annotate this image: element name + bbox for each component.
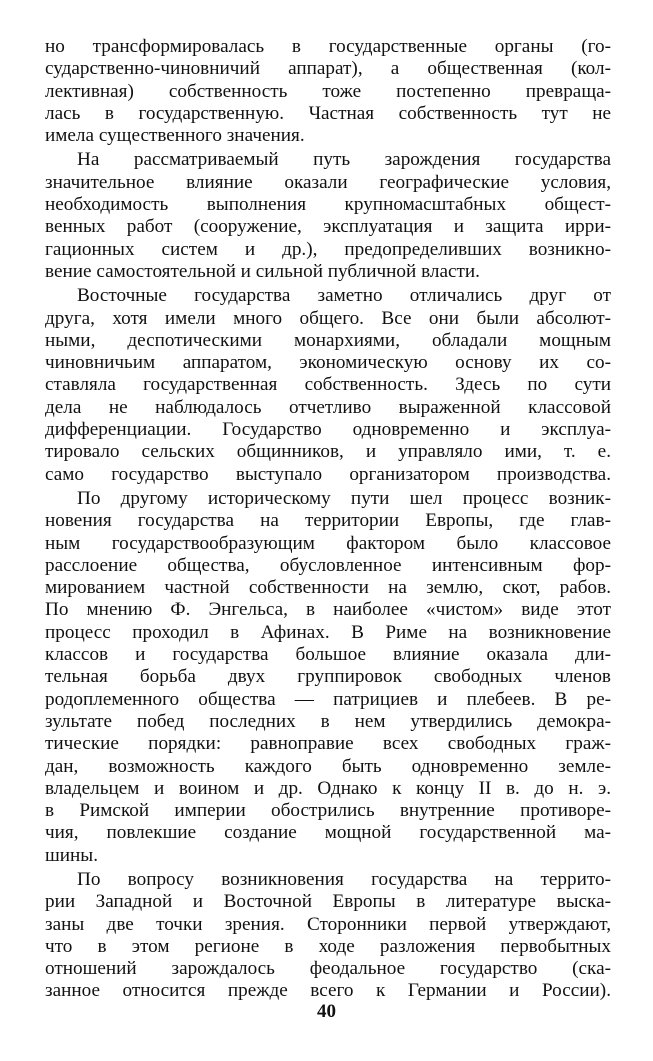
text-line: По мнению Ф. Энгельса, в наиболее «чистом» виде этот	[45, 599, 611, 621]
text-line: зультате побед последних в нем утвердились демокра-	[45, 710, 611, 732]
paragraph-5	[45, 869, 611, 1003]
text-line: родоплеменного общества — патрициев и плебеев. В ре-	[45, 688, 611, 710]
text-line: новения государства на территории Европы, где глав-	[45, 510, 611, 532]
text-line: расслоение общества, обусловленное интенсивным фор-	[45, 554, 611, 576]
text-line: По другому историческому пути шел процесс возник-	[77, 487, 611, 509]
text-line: отношений зарождалось феодальное государство (ска-	[45, 958, 611, 980]
text-line: заны две точки зрения. Сторонники первой утверждают,	[45, 913, 611, 935]
page-text	[45, 36, 611, 1003]
text-line: ными, деспотическими монархиями, обладали мощным	[45, 329, 611, 351]
text-line: дифференциации. Государство одновременно и эксплуа-	[45, 419, 611, 441]
paragraph-3	[45, 285, 611, 486]
text-line: в Римской империи обострились внутренние противоре-	[45, 800, 611, 822]
text-line: само государство выступало организатором производства.	[45, 463, 611, 485]
text-line: тические порядки: равноправие всех свободных граж-	[45, 733, 611, 755]
text-line: занное относится прежде всего к Германии и России).	[45, 980, 611, 1002]
text-line: лективная) собственность тоже постепенно превраща-	[45, 80, 611, 102]
text-line: рии Западной и Восточной Европы в литературе выска-	[45, 891, 611, 913]
text-line: гационных систем и др.), предопределивших возникно-	[45, 238, 611, 260]
text-line: тировало сельских общинников, и управляло ими, т. е.	[45, 441, 611, 463]
text-line: процесс проходил в Афинах. В Риме на возникновение	[45, 621, 611, 643]
text-line: значительное влияние оказали географические условия,	[45, 171, 611, 193]
text-line: сударственно-чиновничий аппарат), а общественная (кол-	[45, 58, 611, 80]
text-line: Восточные государства заметно отличались друг от	[77, 285, 611, 307]
text-line: дан, возможность каждого быть одновременно земле-	[45, 755, 611, 777]
text-line: мированием частной собственности на землю, скот, рабов.	[45, 577, 611, 599]
text-line: имела существенного значения.	[45, 125, 305, 147]
text-line: владельцем и воином и др. Однако к концу II в. до н. э.	[45, 777, 611, 799]
text-line: чия, повлекшие создание мощной государственной ма-	[45, 822, 611, 844]
paragraph-4	[45, 488, 611, 867]
paragraph-2	[45, 149, 611, 283]
paragraph-1	[45, 36, 611, 147]
text-line: На рассматриваемый путь зарождения государства	[77, 149, 611, 171]
text-line: шины.	[45, 844, 98, 866]
text-line: классов и государства большое влияние оказала дли-	[45, 644, 611, 666]
text-line: венных работ (сооружение, эксплуатация и защита ирри-	[45, 216, 611, 238]
text-line: вение самостоятельной и сильной публичной власти.	[45, 260, 480, 282]
text-line: лась в государственную. Частная собственность тут не	[45, 102, 611, 124]
page-number: 40	[317, 1001, 336, 1022]
text-line: чиновничьим аппаратом, экономическую основу их со-	[45, 352, 611, 374]
text-line: ставляла государственная собственность. Здесь по сути	[45, 374, 611, 396]
text-line: тельная борьба двух группировок свободных членов	[45, 666, 611, 688]
text-line: необходимость выполнения крупномасштабных общест-	[45, 194, 611, 216]
text-line: ным государствообразующим фактором было классовое	[45, 532, 611, 554]
text-line: дела не наблюдалось отчетливо выраженной классовой	[45, 396, 611, 418]
text-line: друга, хотя имели много общего. Все они были абсолют-	[45, 307, 611, 329]
text-line: что в этом регионе в ходе разложения первобытных	[45, 935, 611, 957]
text-line: По вопросу возникновения государства на террито-	[77, 868, 611, 890]
text-line: но трансформировалась в государственные органы (го-	[45, 36, 611, 57]
